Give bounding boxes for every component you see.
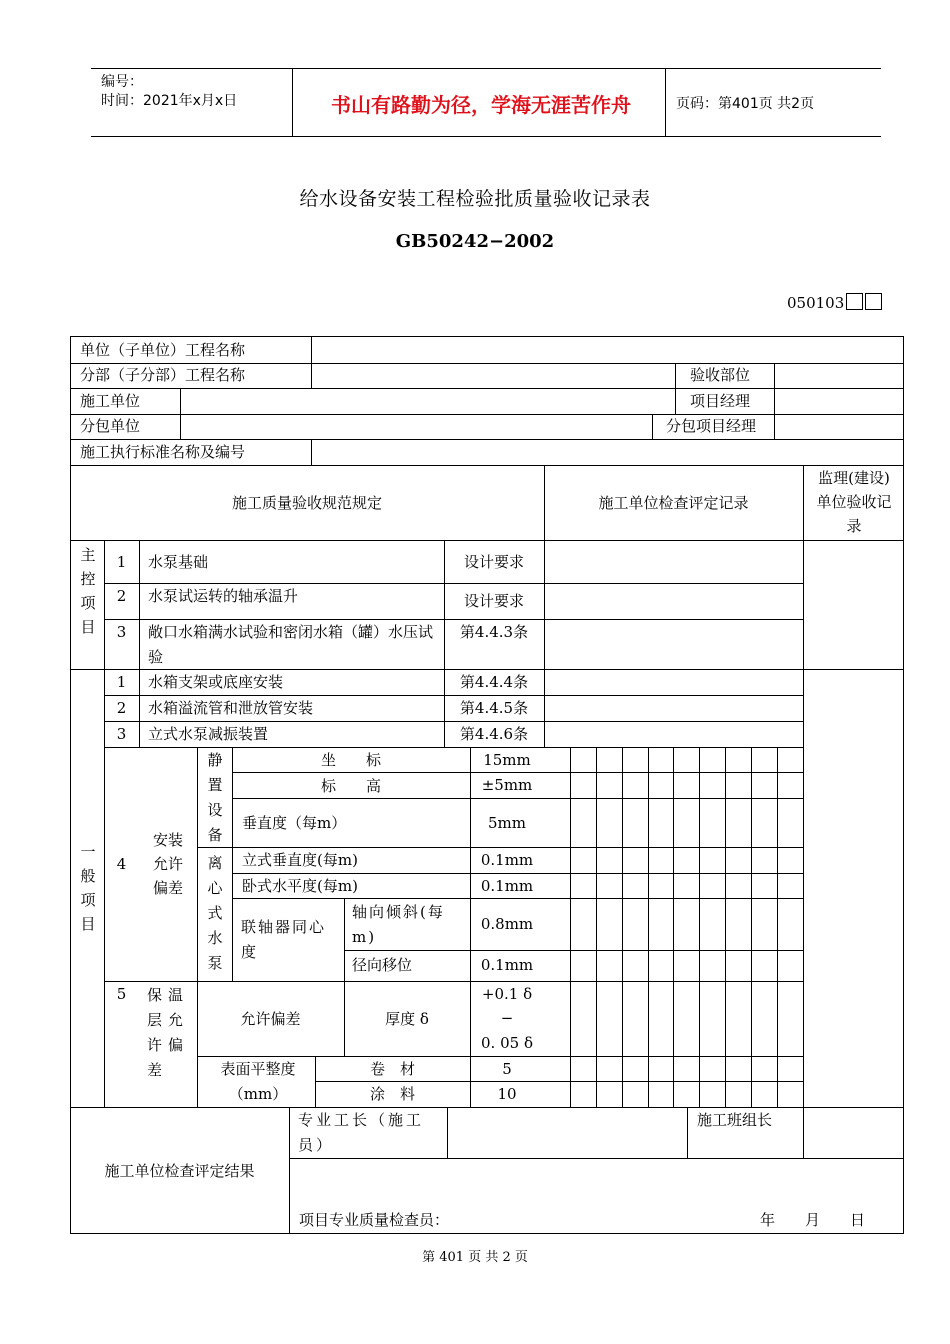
general-item-no: 3 <box>116 725 127 743</box>
vert-label: 垂直度（每m） <box>242 814 347 832</box>
pump-horiz-value: 0.1mm <box>480 877 534 895</box>
pump-vert-label: 立式垂直度(每m) <box>242 851 358 869</box>
general-item-no: 2 <box>116 699 127 717</box>
time-label: 时间：2021年x月x日 <box>101 93 238 109</box>
vert-value: 5mm <box>488 814 526 832</box>
paint-value: 10 <box>497 1085 517 1103</box>
motto: 书山有路勤为径，学海无涯苦作舟 <box>331 93 631 117</box>
main-item-no: 1 <box>116 553 127 571</box>
main-item-text: 敞口水箱满水试验和密闭水箱（罐）水压试验 <box>148 623 434 666</box>
thickness-value-2: − <box>500 1009 514 1027</box>
pump-horiz-label: 卧式水平度(每m) <box>242 877 358 895</box>
construction-unit-label: 施工单位 <box>80 392 141 410</box>
thickness-label: 厚度 δ <box>385 1010 429 1028</box>
main-item-text: 水泵基础 <box>148 553 209 571</box>
main-items-label: 主控项目 <box>80 546 96 636</box>
radial-value: 0.1mm <box>480 956 534 974</box>
standard-code: GB50242−2002 <box>395 231 555 252</box>
elev-label: 标 高 <box>320 777 381 795</box>
standard-name-label: 施工执行标准名称及编号 <box>80 443 246 461</box>
main-item-text: 水泵试运转的轴承温升 <box>148 587 299 605</box>
result-label: 施工单位检查评定结果 <box>104 1162 255 1180</box>
main-item-req: 第4.4.3条 <box>459 623 529 641</box>
form-number-text: 050103 <box>787 294 845 312</box>
main-item-no: 2 <box>116 587 127 605</box>
general-item-req: 第4.4.5条 <box>459 699 529 717</box>
elev-value: ±5mm <box>481 776 533 794</box>
item4-no: 4 <box>116 855 127 873</box>
main-item-req: 设计要求 <box>463 553 524 571</box>
subcontract-unit-label: 分包单位 <box>80 417 141 435</box>
team-leader-label: 施工班组长 <box>697 1111 773 1129</box>
coord-value: 15mm <box>483 751 531 769</box>
general-item-text: 水箱溢流管和泄放管安装 <box>148 699 314 717</box>
coupling-label: 联轴器同心度 <box>241 918 327 961</box>
pump-label: 离心式水泵 <box>207 854 223 972</box>
static-equipment-label: 静置设备 <box>207 751 223 844</box>
general-item-req: 第4.4.6条 <box>459 725 529 743</box>
thickness-value-3: 0. 05 δ <box>481 1034 533 1052</box>
paint-label: 涂 料 <box>369 1085 415 1103</box>
foreman-label: 专业工长（施工员） <box>298 1111 425 1154</box>
general-item-no: 1 <box>116 673 127 691</box>
pump-vert-value: 0.1mm <box>480 851 534 869</box>
page-info: 页码：第401页 共2页 <box>676 96 815 112</box>
axial-value: 0.8mm <box>480 915 534 933</box>
flatness-label: 表面平整度（mm） <box>220 1060 296 1103</box>
page-footer: 第 401 页 共 2 页 <box>422 1250 528 1265</box>
unit-project-label: 单位（子单位）工程名称 <box>80 341 246 359</box>
date-label: 年 月 日 <box>760 1211 866 1229</box>
sub-project-label: 分部（子分部）工程名称 <box>80 366 246 384</box>
thickness-value-1: +0.1 δ <box>481 985 533 1003</box>
check-header: 施工单位检查评定记录 <box>598 494 749 512</box>
allow-label: 允许偏差 <box>240 1010 301 1028</box>
acceptance-part-label: 验收部位 <box>690 366 751 384</box>
main-item-req: 设计要求 <box>463 592 524 610</box>
item4-label: 安装允许偏差 <box>152 831 183 897</box>
main-item-no: 3 <box>116 623 127 641</box>
general-item-text: 立式水泵减振装置 <box>148 725 269 743</box>
coord-label: 坐 标 <box>320 751 381 769</box>
document-title: 给水设备安装工程检验批质量验收记录表 <box>299 188 651 210</box>
radial-label: 径向移位 <box>352 956 413 974</box>
inspector-label: 项目专业质量检查员： <box>299 1211 450 1229</box>
general-item-req: 第4.4.4条 <box>459 673 529 691</box>
axial-label: 轴向倾斜(每m) <box>352 903 445 946</box>
item5-label: 保温层允许偏差 <box>147 986 190 1079</box>
project-manager-label: 项目经理 <box>690 392 751 410</box>
item5-no: 5 <box>116 985 127 1003</box>
supervisor-header: 监理(建设)单位验收记录 <box>816 469 892 535</box>
subcontract-manager-label: 分包项目经理 <box>666 417 757 435</box>
roll-label: 卷 材 <box>369 1060 415 1078</box>
roll-value: 5 <box>502 1060 512 1078</box>
general-items-label: 一般项目 <box>80 843 96 933</box>
serial-label: 编号： <box>101 74 143 90</box>
general-item-text: 水箱支架或底座安装 <box>148 673 284 691</box>
spec-header: 施工质量验收规范规定 <box>231 494 382 512</box>
